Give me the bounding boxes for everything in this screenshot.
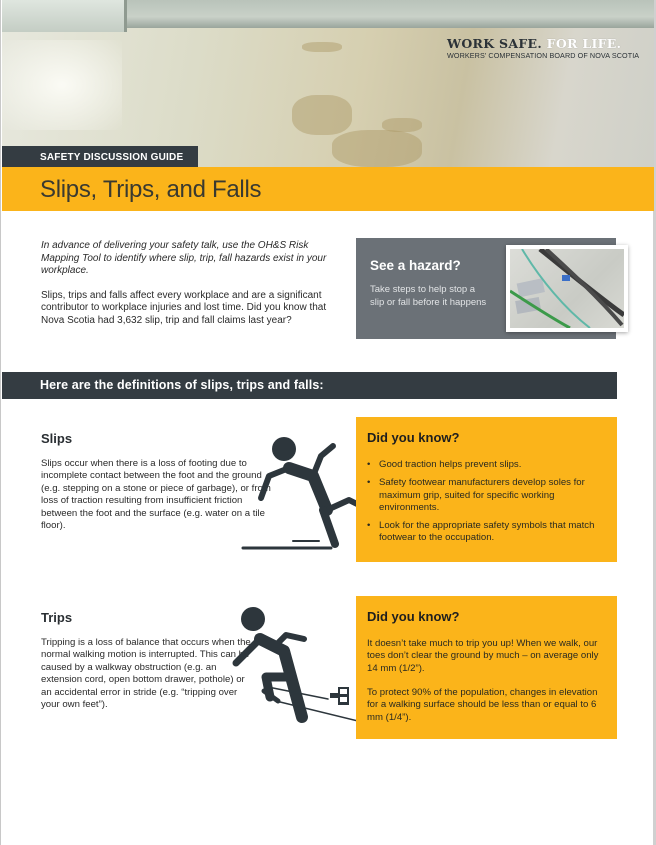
cables-illustration-icon: [510, 249, 624, 328]
definitions-band: [2, 372, 617, 399]
brand-logo: [447, 36, 639, 60]
brand-tagline: [447, 36, 639, 51]
list-item: • Good traction helps prevent slips.: [367, 459, 607, 471]
guide-label: SAFETY DISCUSSION GUIDE: [2, 146, 198, 167]
hazard-heading: See a hazard?: [370, 258, 461, 273]
slips-did-you-know-box: [356, 417, 617, 562]
intro-statistics: Slips, trips and falls affect every workplace and are a significant contributor to workplace injuries and lost time. Did you know that Nova Scotia had 3,632 slip, trip and fall claims last year?: [41, 289, 327, 326]
person-slipping-icon: [241, 432, 359, 552]
water-puddle: [292, 95, 352, 135]
trips-fact-toe-clearance: It doesn’t take much to trip you up! When we walk, our toes don’t clear the ground by much – on average only 14 mm (1/2”).: [367, 638, 599, 674]
water-puddle: [332, 130, 422, 167]
trips-fact-elevation-change: To protect 90% of the population, changes in elevation for a walking surface should be less than or equal to 6 mm (1/4”).: [367, 687, 598, 723]
cables-on-floor-image: [510, 249, 624, 328]
hero-wet-floor-photo: [2, 0, 654, 167]
brand-work-safe: WORK SAFE.: [447, 36, 543, 51]
list-item: • Safety footwear manufacturers develop soles for maximum grip, suited for specific working environments.: [367, 477, 607, 514]
definitions-heading: Here are the definitions of slips, trips and falls:: [40, 378, 324, 392]
water-puddle: [382, 118, 422, 132]
intro-instruction: In advance of delivering your safety talk, use the OH&S Risk Mapping Tool to identify where slip, trip, fall hazards exist in your workplace.: [41, 240, 327, 276]
trips-body: Tripping is a loss of balance that occurs when the normal walking motion is interrupted. This can be caused by a walkway obstruction (e.g. an extension cord, open bottom drawer, pothole) or an accidental error in stride (e.g. “tripping over your own feet”).: [41, 637, 251, 711]
hazard-text: Take steps to help stop a slip or fall before it happens: [370, 284, 487, 308]
page-title: Slips, Trips, and Falls: [40, 176, 262, 203]
trips-did-you-know-box: [356, 596, 617, 739]
slips-did-you-know-heading: Did you know?: [367, 430, 460, 445]
hero-floor-shine: [2, 40, 122, 130]
slips-body: Slips occur when there is a loss of footing due to incomplete contact between the foot and the ground (e.g. stepping on a stone or piece of garbage), or from loss of traction resulting from insufficient friction between the foot and the surface (e.g. water on a tile floor).: [41, 458, 271, 532]
slips-facts-list: [367, 459, 607, 551]
trips-did-you-know-heading: Did you know?: [367, 609, 460, 624]
person-tripping-over-cord-icon: [226, 605, 358, 725]
trips-heading: Trips: [41, 610, 73, 625]
water-puddle: [302, 42, 342, 52]
intro-section: [41, 240, 341, 327]
list-item: • Look for the appropriate safety symbols that match footwear to the occupation.: [367, 520, 607, 545]
cables-photo: [506, 245, 628, 332]
brand-for-life: FOR LIFE.: [542, 36, 622, 51]
slips-heading: Slips: [41, 431, 73, 446]
hero-window: [2, 0, 127, 32]
brand-organization: WORKERS' COMPENSATION BOARD OF NOVA SCOTIA: [447, 51, 640, 60]
title-band: [2, 167, 654, 211]
